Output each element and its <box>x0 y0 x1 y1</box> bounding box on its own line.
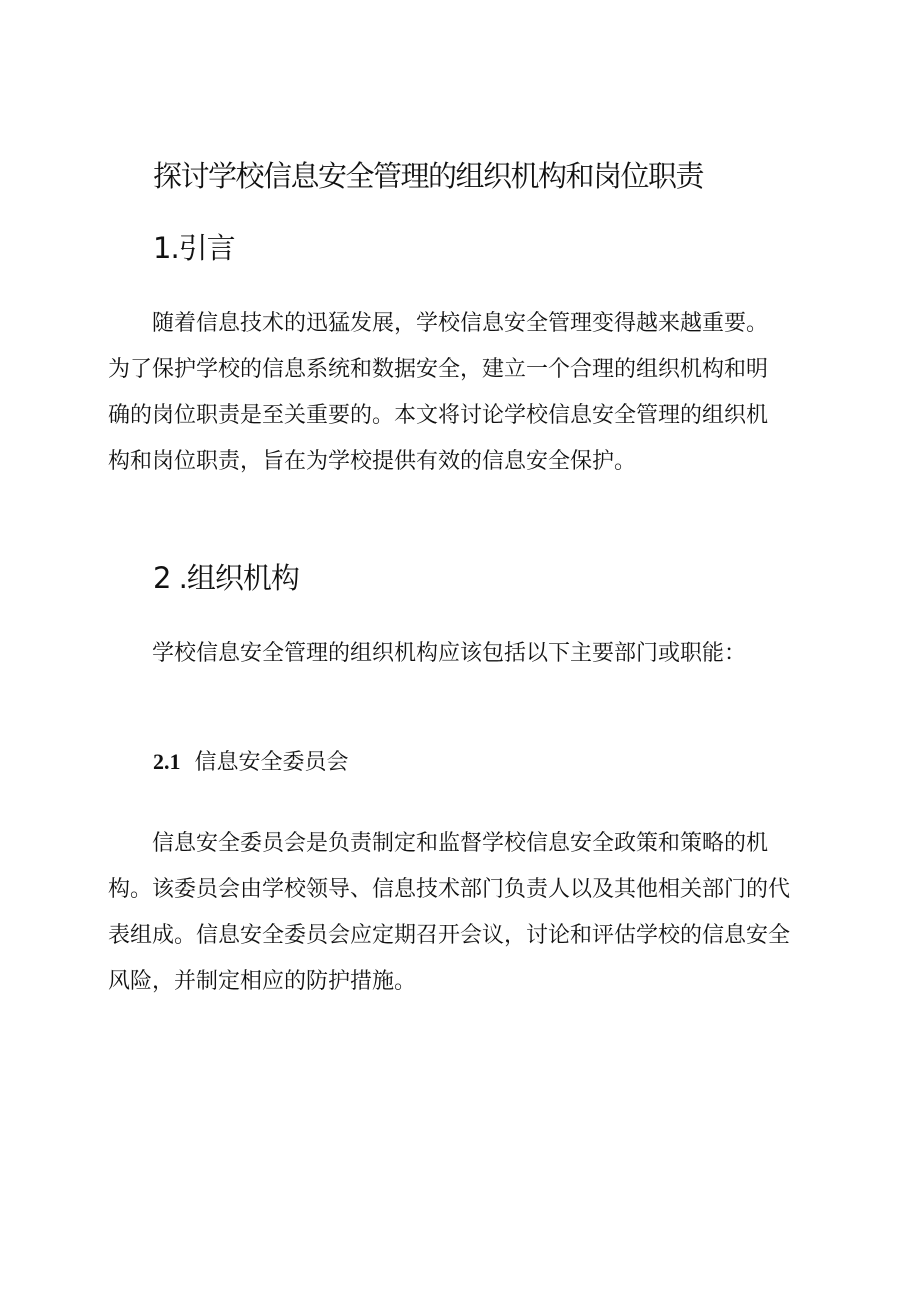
paragraph-line: 构和岗位职责，旨在为学校提供有效的信息安全保护。 <box>108 449 637 474</box>
paragraph-line: 学校信息安全管理的组织机构应该包括以下主要部门或职能： <box>108 641 747 666</box>
committee-paragraph <box>108 821 820 1005</box>
subsection-heading-committee <box>153 744 349 781</box>
introduction-paragraph <box>108 301 820 485</box>
subsection-title: 信息安全委员会 <box>194 750 349 775</box>
paragraph-line: 风险，并制定相应的防护措施。 <box>108 969 417 994</box>
document-title: 探讨学校信息安全管理的组织机构和岗位职责 <box>153 159 704 193</box>
paragraph-line: 为了保护学校的信息系统和数据安全，建立一个合理的组织机构和明 <box>108 357 769 382</box>
subsection-number: 2.1 <box>153 749 181 774</box>
section-heading-introduction: 1.引言 <box>153 231 235 265</box>
paragraph-line: 构。该委员会由学校领导、信息技术部门负责人以及其他相关部门的代 <box>108 877 791 902</box>
paragraph-line: 表组成。信息安全委员会应定期召开会议，讨论和评估学校的信息安全 <box>108 923 791 948</box>
paragraph-line: 随着信息技术的迅猛发展，学校信息安全管理变得越来越重要。 <box>108 311 769 336</box>
section-heading-organization: 2 .组织机构 <box>153 561 299 595</box>
paragraph-line: 信息安全委员会是负责制定和监督学校信息安全政策和策略的机 <box>108 831 769 856</box>
paragraph-line: 确的岗位职责是至关重要的。本文将讨论学校信息安全管理的组织机 <box>108 403 769 428</box>
organization-intro-paragraph <box>108 631 820 677</box>
